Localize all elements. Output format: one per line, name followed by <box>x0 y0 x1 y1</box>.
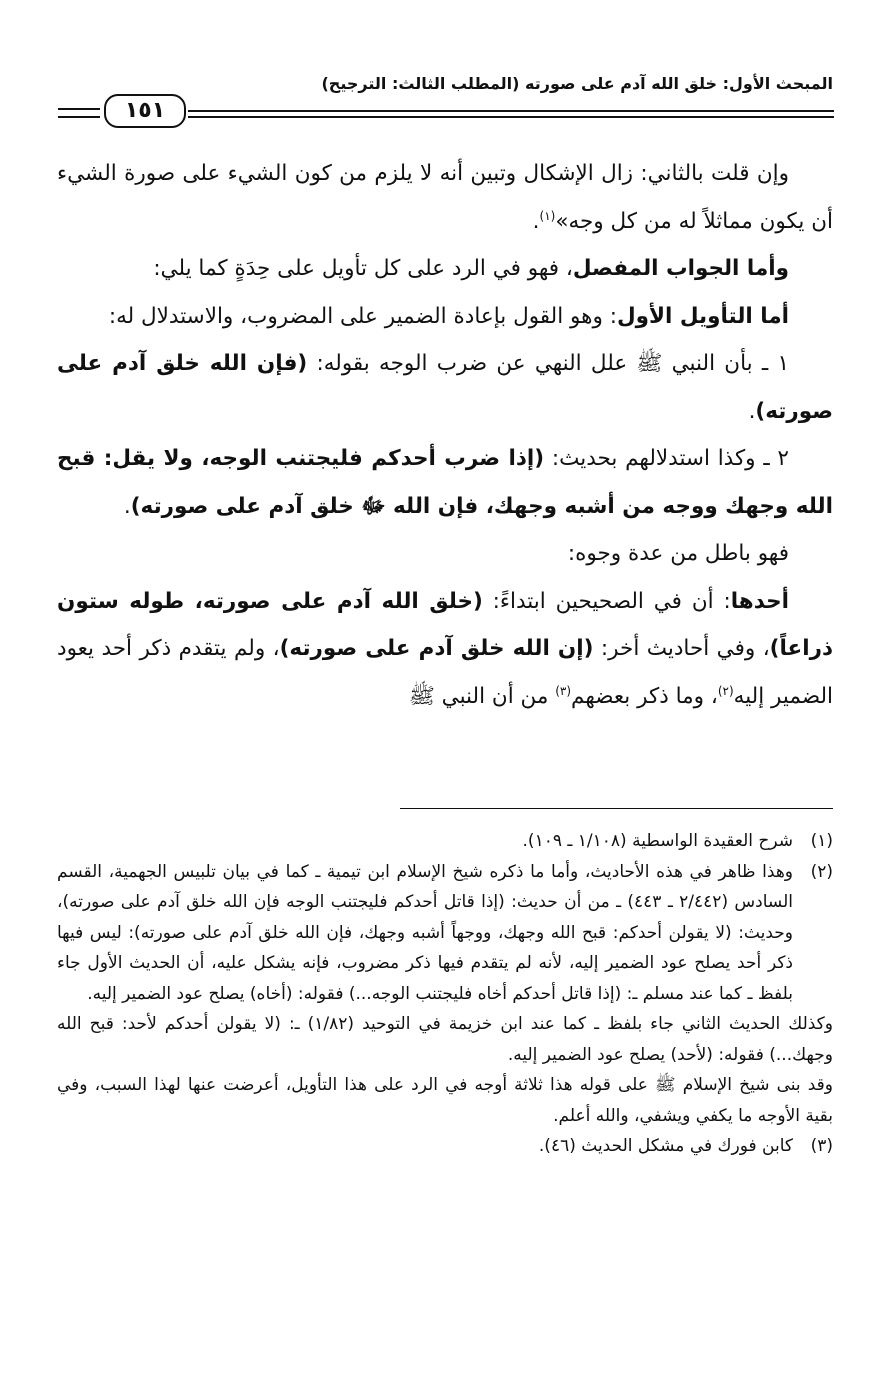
footnote-3-text: كابن فورك في مشكل الحديث (٤٦). <box>538 1136 793 1156</box>
page-number: ١٥١ <box>104 94 186 128</box>
paragraph-7-text-5: من أن النبي ﷺ <box>408 683 556 709</box>
header-rule-left <box>58 108 100 110</box>
header-rule-right <box>188 110 834 112</box>
paragraph-1-text: وإن قلت بالثاني: زال الإشكال وتبين أنه لا يلزم من كون الشيء على صورة الشيء أن يكون مماثلاً له من كل وجه» <box>57 161 833 234</box>
paragraph-5-end: . <box>123 493 131 519</box>
footnote-ref-3: (٣) <box>555 683 572 698</box>
footnote-3-number: (٣) <box>810 1136 833 1156</box>
footnote-2 <box>57 857 833 1010</box>
footnote-2-text: وهذا ظاهر في هذه الأحاديث، وأما ما ذكره شيخ الإسلام ابن تيمية ـ كما في بيان تلبيس الجهمية، القسم السادس (٢/٤٤٢ ـ ٤٤٣) ـ من أن حديث: (إذا قاتل أحدكم فليجتنب الوجه فإن الله خلق آدم على صورته)، وحديث: (لا يقولن أحدكم: قبح الله وجهك، ووجهاً أشبه وجهك، فإن الله خلق آدم على صورته): ليس فيها ذكر أحد يصلح عود الضمير إليه، لأنه لم يتقدم فيها ذكر مضروب، فإنه يشكل عليه، أن الحديث الأول جاء بلفظ ـ كما عند مسلم ـ: (إذا قاتل أحدكم أخاه فليجتنب الوجه...) فقوله: (أخاه) يصلح عود الضمير إليه. <box>57 861 794 1004</box>
paragraph-7-text-2: ، وفي أحاديث أخر: <box>593 636 770 661</box>
footnote-2-number: (٢) <box>810 861 833 882</box>
paragraph-4-end: . <box>748 398 756 424</box>
paragraph-7-text-3: ، ولم يتقدم ذكر أحد يعود الضمير إليه <box>57 636 833 709</box>
hadith-quote-3: (خلق الله آدم على صورته، طوله ستون ذراعاً) <box>57 588 834 661</box>
paragraph-7-text-4: ، وما ذكر بعضهم <box>571 683 718 709</box>
paragraph-3 <box>57 293 833 341</box>
paragraph-5-text: ٢ ـ وكذا استدلالهم بحديث: <box>544 446 789 471</box>
footnote-3 <box>57 1131 833 1162</box>
paragraph-4-text: ١ ـ بأن النبي ﷺ علل النهي عن ضرب الوجه بقوله: <box>307 351 789 376</box>
footnote-ref-1: (١) <box>539 208 556 223</box>
paragraph-7 <box>57 578 833 721</box>
first-interpretation-heading: أما التأويل الأول <box>616 303 789 329</box>
paragraph-7-text-1: : أن في الصحيحين ابتداءً: <box>482 588 731 614</box>
hadith-quote-4: (إن الله خلق آدم على صورته) <box>279 636 594 661</box>
detailed-answer-heading: وأما الجواب المفصل <box>572 256 789 281</box>
footnote-1-number: (١) <box>810 831 833 851</box>
header-rule-right-second <box>188 116 834 118</box>
footnote-1-text: شرح العقيدة الواسطية (١/١٠٨ ـ ١٠٩). <box>522 831 793 851</box>
hadith-quote-1: (فإن الله خلق آدم على صورته) <box>57 351 833 424</box>
paragraph-1 <box>57 150 833 245</box>
footnote-2-continuation-2: وقد بنى شيخ الإسلام ﷺ على قوله هذا ثلاثة أوجه في الرد على هذا التأويل، أعرضت عنها لهذا السبب، وفي بقية الأوجه ما يكفي ويشفي، والله أعلم. <box>57 1075 833 1126</box>
footnote-ref-2: (٢) <box>717 683 734 698</box>
footnote-separator <box>400 808 833 809</box>
paragraph-6: فهو باطل من عدة وجوه: <box>567 541 789 566</box>
header-rule-left-second <box>58 116 100 118</box>
first-aspect-heading: أحدها <box>730 588 789 614</box>
paragraph-4 <box>57 340 833 435</box>
paragraph-2-text: ، فهو في الرد على كل تأويل على حِدَةٍ كما يلي: <box>153 256 573 281</box>
running-header-title: المبحث الأول: خلق الله آدم على صورته (المطلب الثالث: الترجيح) <box>321 74 833 93</box>
paragraph-1-end: . <box>532 208 540 234</box>
paragraph-3-text: : وهو القول بإعادة الضمير على المضروب، والاستدلال له: <box>108 303 617 329</box>
footnotes <box>57 826 833 1162</box>
paragraph-2 <box>57 245 833 293</box>
paragraph-5 <box>57 435 833 530</box>
footnote-2-continuation-1: وكذلك الحديث الثاني جاء بلفظ ـ كما عند ابن خزيمة في التوحيد (١/٨٢) ـ: (لا يقولن أحدكم لأحد: قبح الله وجهك...) فقوله: (لأحد) يصلح عود الضمير إليه. <box>57 1014 833 1065</box>
footnote-1 <box>57 826 833 857</box>
main-text <box>57 150 833 720</box>
hadith-quote-2: (إذا ضرب أحدكم فليجتنب الوجه، ولا يقل: قبح الله وجهك ووجه من أشبه وجهك، فإن الله ﷻ خلق آدم على صورته) <box>57 446 833 519</box>
